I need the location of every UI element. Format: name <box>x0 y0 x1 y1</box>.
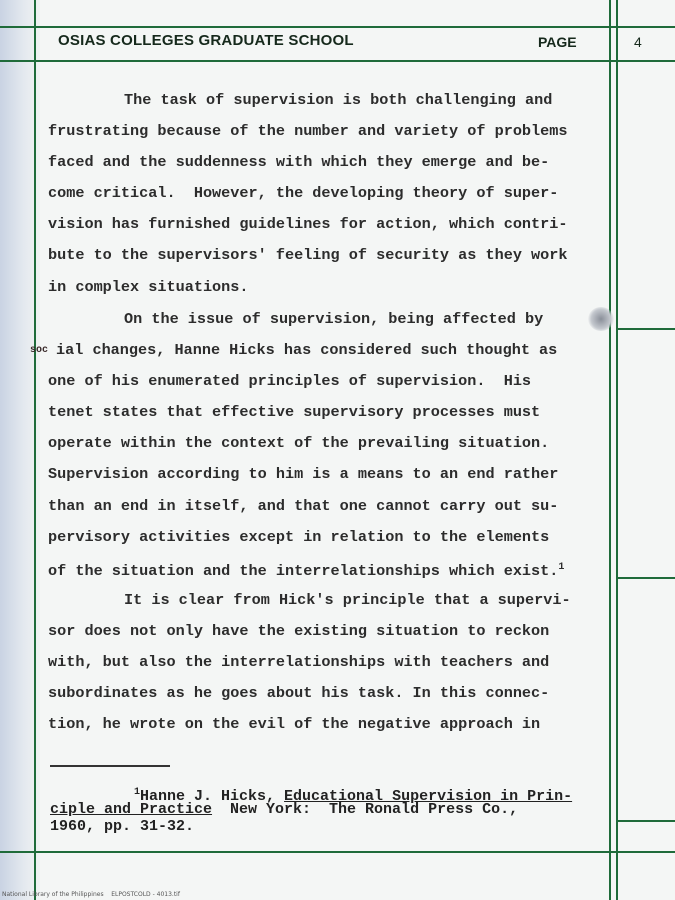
right-margin-line <box>609 0 611 900</box>
text-line: in complex situations. <box>48 278 249 296</box>
text-line: than an end in itself, and that one cannot carry out su- <box>48 497 559 515</box>
text-line: sor does not only have the existing situation to reckon <box>48 622 550 640</box>
text-line: On the issue of supervision, being affected by <box>124 310 544 328</box>
text-line: pervisory activities except in relation to the elements <box>48 528 550 546</box>
right-tick-2 <box>618 577 675 579</box>
footnote-line-3: 1960, pp. 31-32. <box>50 818 195 835</box>
footnote-reference: 1 <box>558 562 565 573</box>
text-line: tion, he wrote on the evil of the negative approach in <box>48 715 541 733</box>
text-line: with, but also the interrelationships with teachers and <box>48 653 550 671</box>
text-line: It is clear from Hick's principle that a supervi- <box>124 591 571 609</box>
text-line: tenet states that effective supervisory processes must <box>48 403 541 421</box>
text-line: come critical. However, the developing theory of super- <box>48 184 559 202</box>
left-margin-line <box>34 0 36 900</box>
text-line: ial changes, Hanne Hicks has considered such thought as <box>56 341 558 359</box>
ink-smudge <box>588 307 614 331</box>
footer-bottom-line <box>0 851 675 853</box>
text-line: Supervision according to him is a means to an end rather <box>48 465 559 483</box>
text-line: operate within the context of the prevailing situation. <box>48 434 550 452</box>
right-tick-1 <box>618 328 675 330</box>
text-line: frustrating because of the number and variety of problems <box>48 122 568 140</box>
text-line: faced and the suddenness with which they emerge and be- <box>48 153 550 171</box>
right-tick-3 <box>618 820 675 822</box>
text-line: bute to the supervisors' feeling of security as they work <box>48 246 568 264</box>
text-line: vision has furnished guidelines for action, which contri- <box>48 215 568 233</box>
header-bottom-line <box>0 60 675 62</box>
footnote-line-2 <box>50 801 518 818</box>
footnote-title-1: Educational Supervision in Prin- <box>284 788 573 805</box>
page-column-line <box>616 0 618 900</box>
page-number: 4 <box>634 34 642 50</box>
header-top-line <box>0 26 675 28</box>
scan-footer: National Library of the Philippines ELPOSTCOLD - 4013.tif <box>2 891 180 898</box>
handwritten-margin-note: soc <box>30 345 49 356</box>
text-line: The task of supervision is both challenging and <box>124 91 553 109</box>
text-line-with-footnote <box>48 559 564 580</box>
text-line: of the situation and the interrelationships which exist. <box>48 562 559 581</box>
text-line: one of his enumerated principles of supervision. His <box>48 372 532 390</box>
footnote-separator <box>50 765 170 767</box>
footnote-title-2: ciple and Practice <box>50 801 213 818</box>
footnote-marker: 1 <box>134 787 141 798</box>
text-line: subordinates as he goes about his task. In this connec- <box>48 684 550 702</box>
footnote-author: Hanne J. Hicks, <box>140 788 285 805</box>
school-name: OSIAS COLLEGES GRADUATE SCHOOL <box>58 32 354 49</box>
page-label: PAGE <box>538 34 577 50</box>
footnote-publisher: New York: The Ronald Press Co., <box>212 801 519 818</box>
